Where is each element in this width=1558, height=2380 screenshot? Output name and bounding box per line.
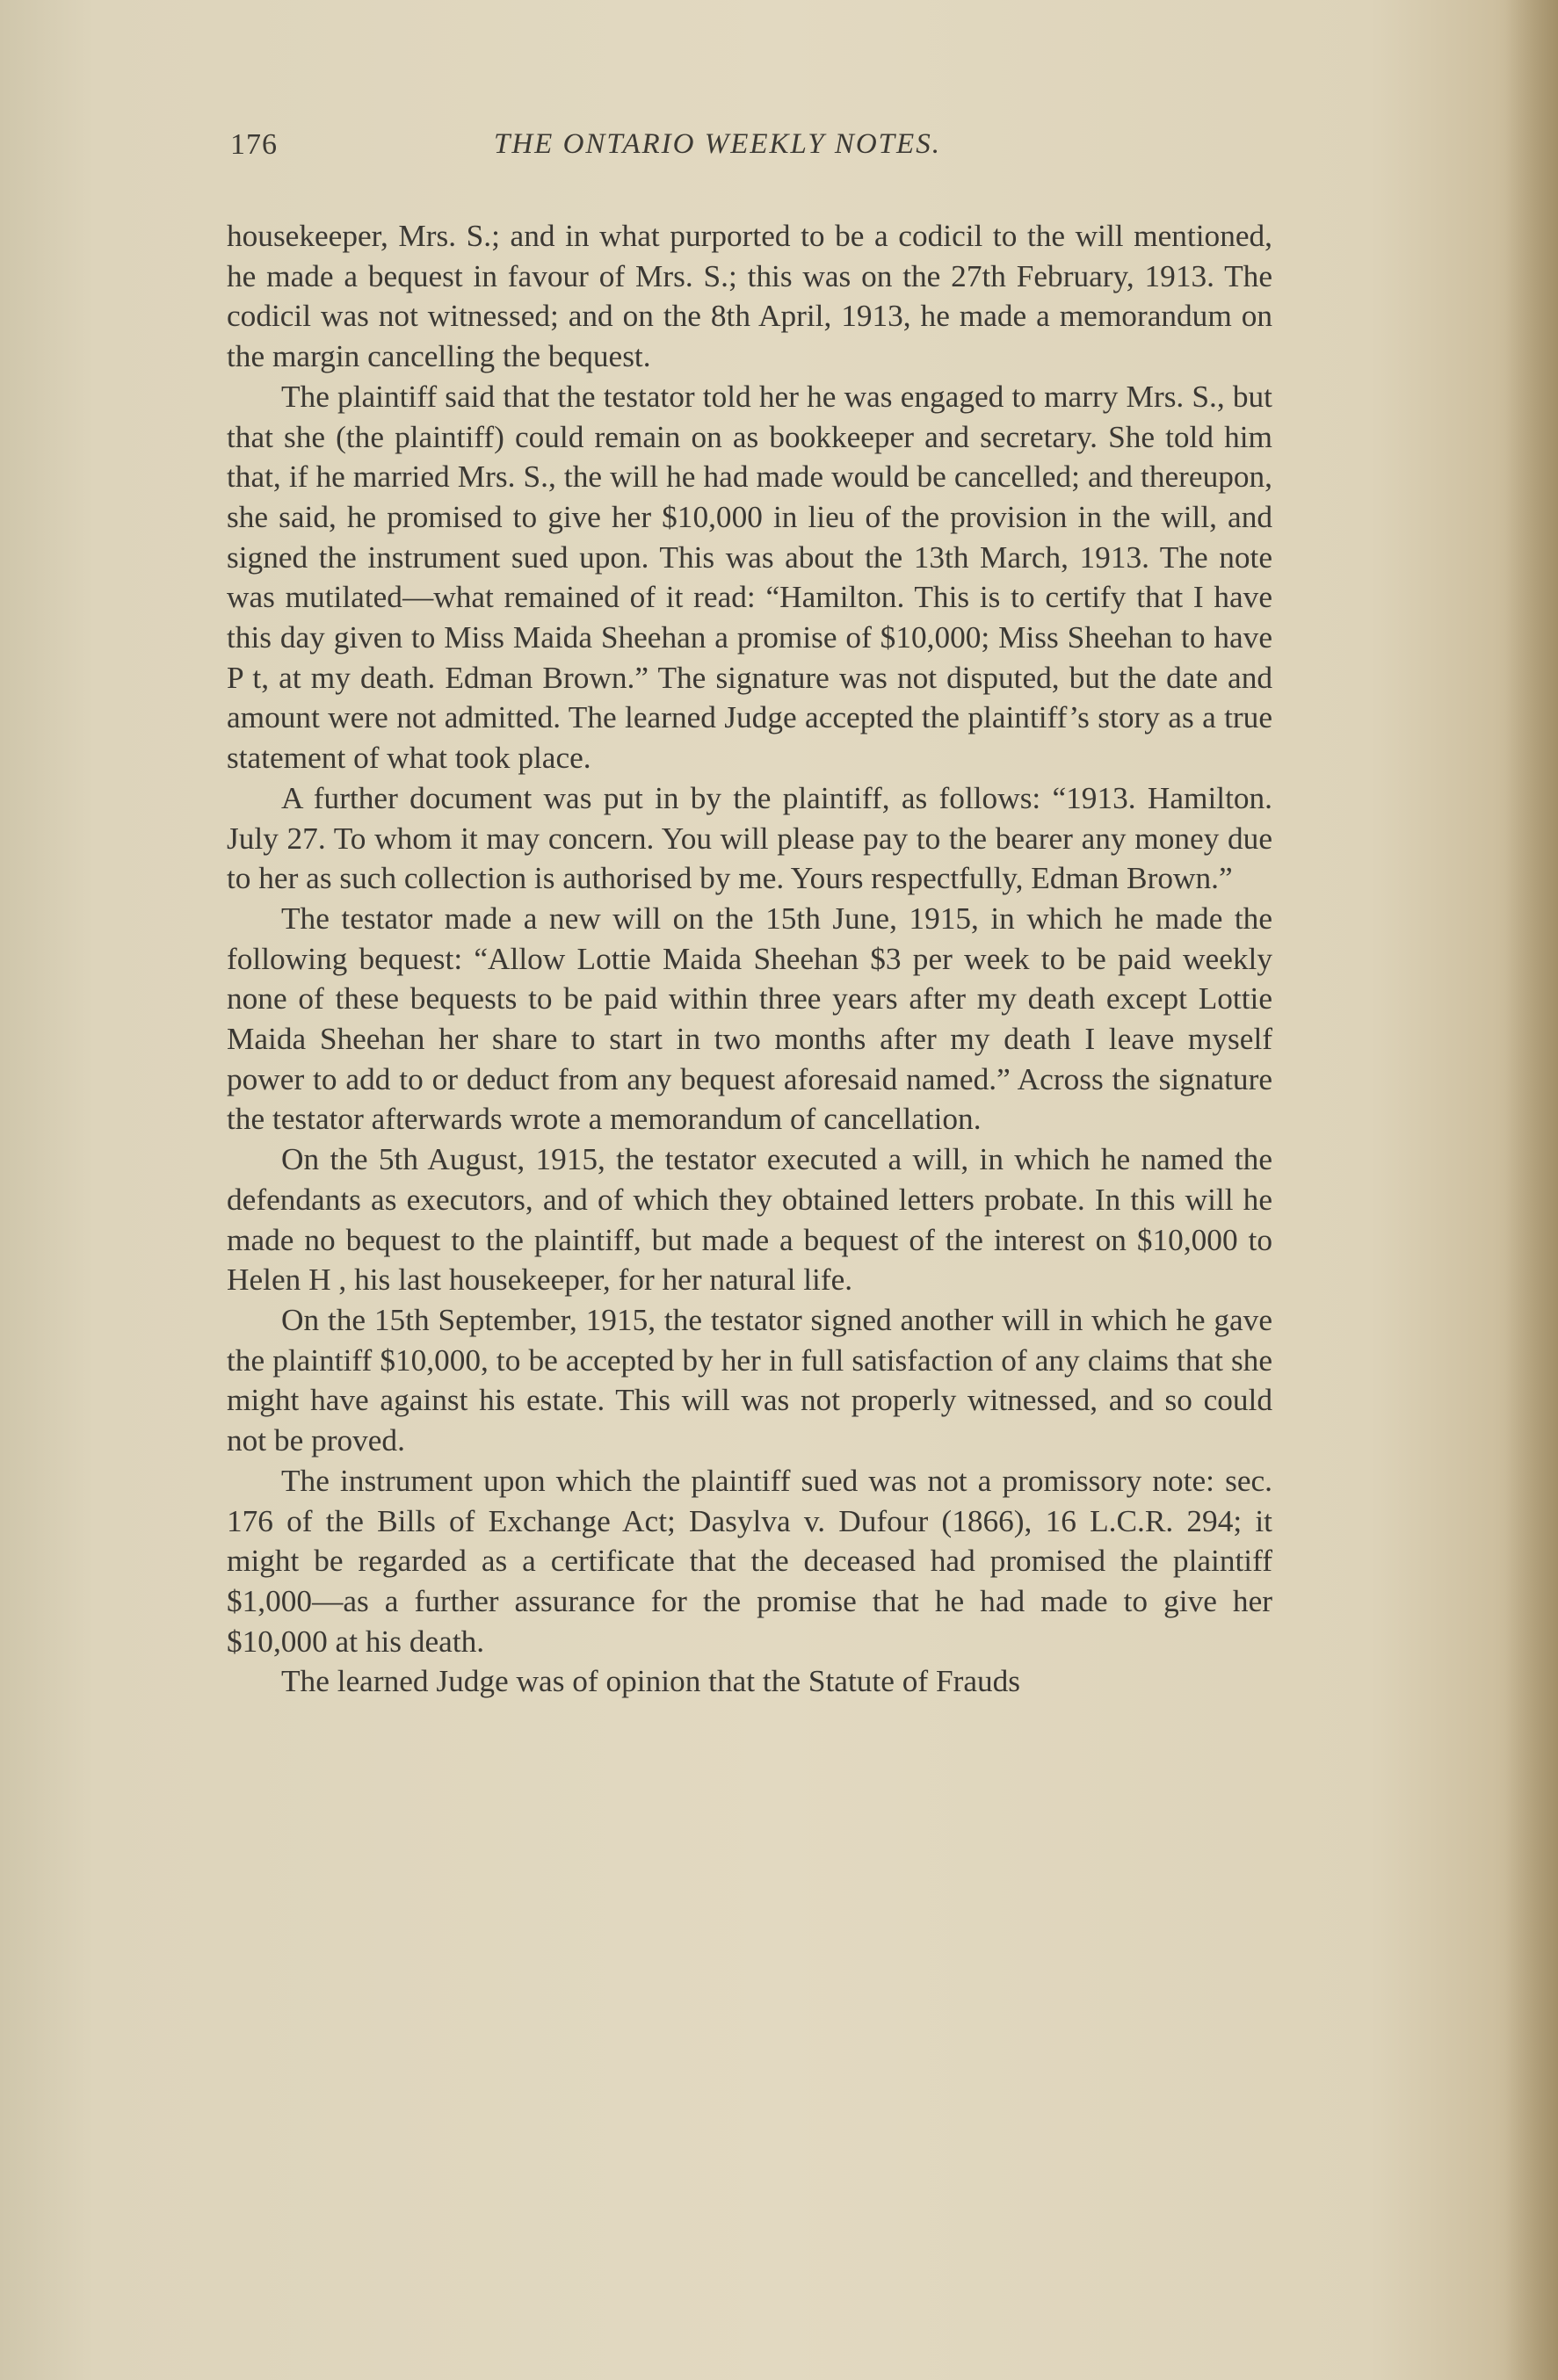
paragraph-7: The instrument upon which the plaintiff sued was not a promissory note: sec. 176 of the Bills of Exchange Act; Dasylva v. Dufour (1866), 16 L.C.R. 294; it might be regarded as a certificate that the deceased had promised the plaintiff $1,000—as a further assurance for the promise that he had made to give her $10,000 at his death.	[227, 1463, 1272, 1659]
paragraph-3: A further document was put in by the plaintiff, as follows: “1913. Hamilton. July 27. To whom it may concern. You will please pay to the bearer any money due to her as such collection is authorised by me. Yours respectfully, Edman Brown.”	[227, 780, 1272, 896]
page-header	[230, 128, 1276, 172]
page-number: 176	[230, 128, 278, 161]
body-text	[227, 216, 1272, 1702]
paragraph-5: On the 5th August, 1915, the testator executed a will, in which he named the defendants as executors, and of which they obtained letters probate. In this will he made no bequest to the plaintiff, but made a bequest of the interest on $10,000 to Helen H , his last housekeeper, for her natural life.	[227, 1142, 1272, 1298]
running-title: THE ONTARIO WEEKLY NOTES.	[494, 128, 941, 160]
paragraph-8: The learned Judge was of opinion that the Statute of Frauds	[281, 1664, 1021, 1699]
paragraph-1: housekeeper, Mrs. S.; and in what purported to be a codicil to the will mentioned, he made a bequest in favour of Mrs. S.; this was on the 27th February, 1913. The codicil was not witnessed; and on the 8th April, 1913, he made a memorandum on the margin cancelling the bequest.	[227, 219, 1272, 374]
paragraph-4: The testator made a new will on the 15th June, 1915, in which he made the following bequest: “Allow Lottie Maida Sheehan $3 per week to be paid weekly none of these bequests to be paid within three years after my death except Lottie Maida Sheehan her share to start in two months after my death I leave myself power to add to or deduct from any bequest aforesaid named.” Across the signature the testator afterwards wrote a memorandum of cancellation.	[227, 901, 1272, 1137]
paragraph-6: On the 15th September, 1915, the testator signed another will in which he gave the plaintiff $10,000, to be accepted by her in full satisfaction of any claims that she might have against his estate. This will was not properly witnessed, and so could not be proved.	[227, 1302, 1272, 1458]
page-edge-shadow	[1505, 0, 1558, 2380]
paragraph-2: The plaintiff said that the testator told her he was engaged to marry Mrs. S., but that she (the plaintiff) could remain on as bookkeeper and secretary. She told him that, if he married Mrs. S., the will he had made would be cancelled; and thereupon, she said, he promised to give her $10,000 in lieu of the provision in the will, and signed the instrument sued upon. This was about the 13th March, 1913. The note was mutilated—what remained of it read: “Hamilton. This is to certify that I have this day given to Miss Maida Sheehan a promise of $10,000; Miss Sheehan to have P t, at my death. Edman Brown.” The signature was not disputed, but the date and amount were not admitted. The learned Judge accepted the plaintiff’s story as a true statement of what took place.	[227, 379, 1272, 776]
